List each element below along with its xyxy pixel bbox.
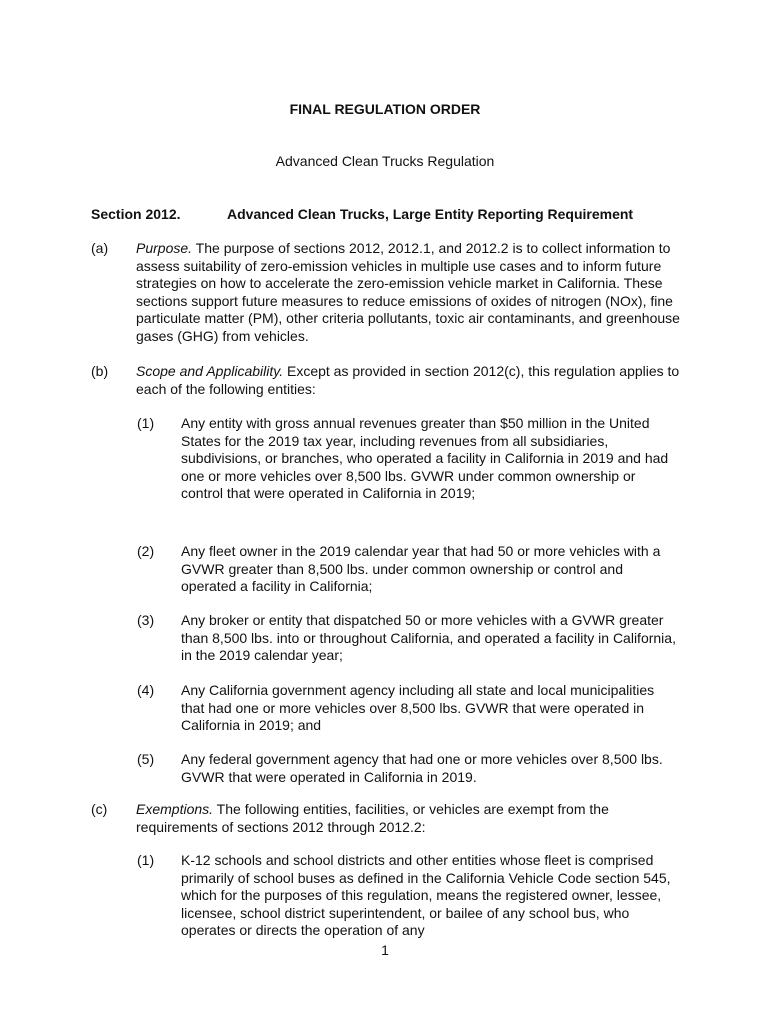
document-title: FINAL REGULATION ORDER [289, 101, 481, 117]
paragraph-text [136, 801, 681, 836]
paragraph-heading: Purpose. [136, 240, 193, 256]
paragraph-heading: Exemptions. [136, 801, 214, 817]
list-item-text: Any entity with gross annual revenues greater than $50 million in the United States for the 2019 tax year, including revenues from all subsidiaries, subdivisions, or branches, who operated a facility in California in 2019 and had one or more vehicles over 8,500 lbs. GVWR under common ownership or control that were operated in California in 2019; [181, 415, 669, 502]
document-subtitle: Advanced Clean Trucks Regulation [275, 153, 495, 169]
paragraph-text [136, 363, 681, 398]
list-item-label: (4) [137, 682, 155, 698]
list-item-label: (3) [137, 612, 155, 628]
paragraph-body: The purpose of sections 2012, 2012.1, and 2012.2 is to collect information to assess suitability of zero-emission vehicles in multiple use cases and to inform future strategies on how to accelerate the zero-emission vehicle market in California. These sections support future measures to reduce emissions of oxides of nitrogen (NOx), fine particulate matter (PM), other criteria pollutants, toxic air contaminants, and greenhouse gases (GHG) from vehicles. [136, 240, 680, 344]
paragraph-body: The following entities, facilities, or vehicles are exempt from the requirements of sections 2012 through 2012.2: [136, 801, 609, 835]
section-number: Section 2012. [91, 206, 181, 222]
list-item-label: (2) [137, 543, 155, 559]
section-heading: Advanced Clean Trucks, Large Entity Reporting Requirement [227, 206, 634, 222]
list-item-label: (1) [137, 415, 155, 431]
paragraph-label: (b) [91, 363, 109, 379]
list-item-label: (1) [137, 852, 155, 868]
paragraph-heading: Scope and Applicability. [136, 363, 284, 379]
paragraph-label: (a) [91, 240, 109, 256]
paragraph-text [136, 240, 681, 346]
list-item-text: Any California government agency including all state and local municipalities that had one or more vehicles over 8,500 lbs. GVWR that were operated in California in 2019; and [181, 682, 655, 734]
paragraph-label: (c) [91, 801, 108, 817]
page-number: 1 [381, 942, 389, 958]
list-item-label: (5) [137, 751, 155, 767]
list-item-text: K-12 schools and school districts and other entities whose fleet is comprised primarily of school buses as defined in the California Vehicle Code section 545, which for the purposes of this regulation, means the registered owner, lessee, licensee, school district superintendent, or bailee of any school bus, who operates or directs the operation of any [181, 852, 671, 939]
list-item-text: Any federal government agency that had one or more vehicles over 8,500 lbs. GVWR that were operated in California in 2019. [181, 751, 663, 785]
paragraph-body: Except as provided in section 2012(c), this regulation applies to each of the following entities: [136, 363, 680, 397]
list-item-text: Any fleet owner in the 2019 calendar year that had 50 or more vehicles with a GVWR greater than 8,500 lbs. under common ownership or control and operated a facility in California; [181, 543, 661, 595]
list-item-text: Any broker or entity that dispatched 50 or more vehicles with a GVWR greater than 8,500 lbs. into or throughout California, and operated a facility in California, in the 2019 calendar year; [181, 612, 676, 664]
